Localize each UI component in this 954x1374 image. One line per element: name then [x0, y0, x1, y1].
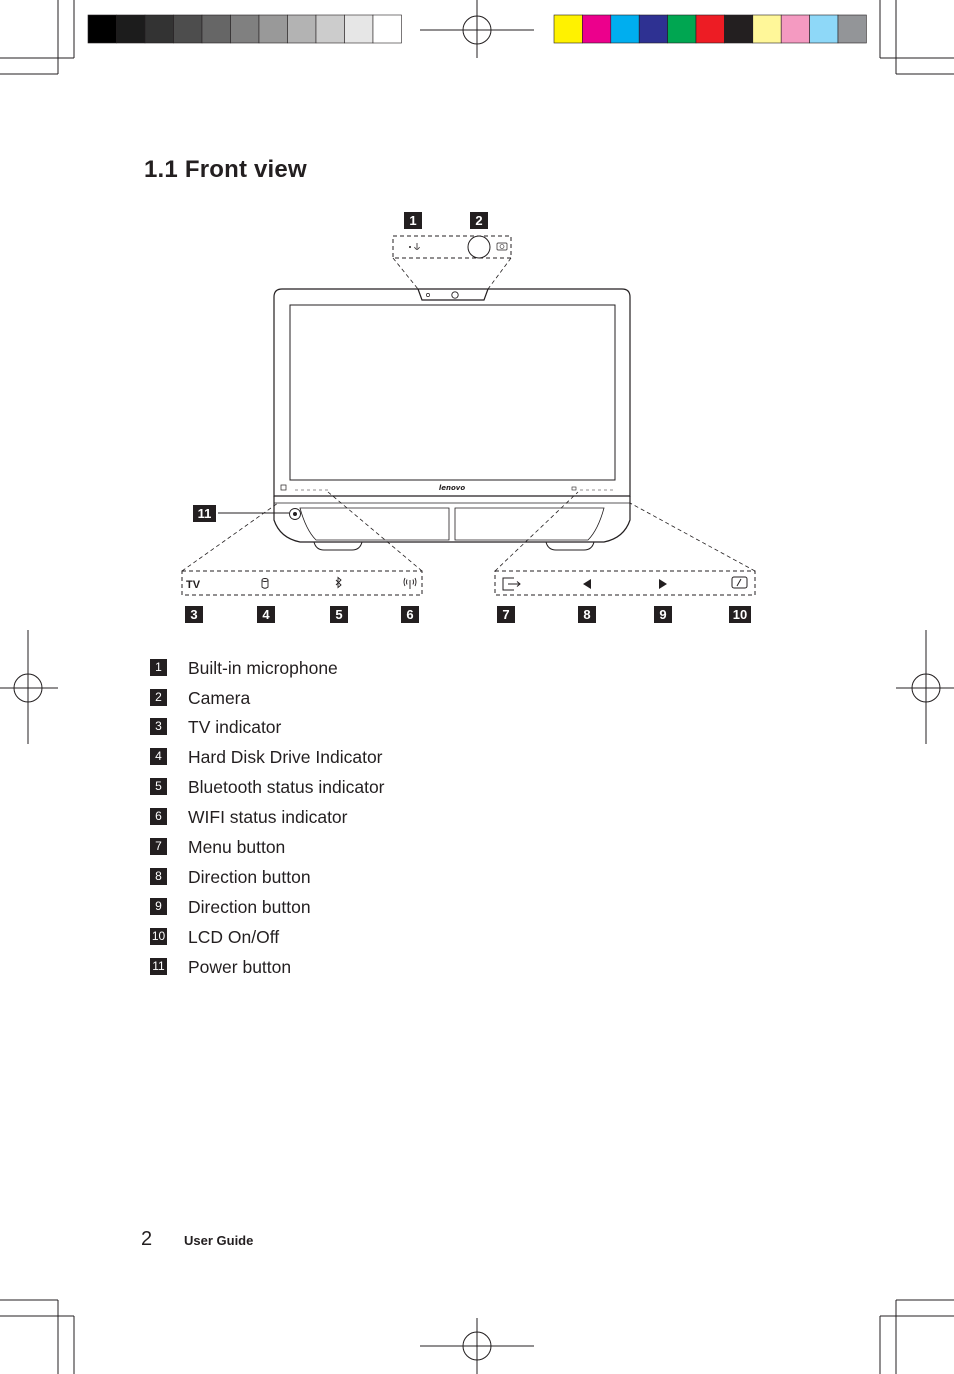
legend-label: Power button	[188, 957, 292, 977]
callout-11: 11	[193, 505, 216, 522]
lcd-toggle-button-icon	[732, 577, 747, 588]
legend-number: 5	[150, 778, 167, 795]
callout-4: 4	[257, 606, 275, 623]
legend-label: Bluetooth status indicator	[188, 777, 385, 797]
legend-label: Built-in microphone	[188, 658, 338, 678]
front-view-diagram	[0, 0, 954, 640]
legend-number: 6	[150, 808, 167, 825]
legend-number: 8	[150, 868, 167, 885]
legend-number: 11	[150, 958, 167, 975]
page-number: 2	[141, 1228, 153, 1250]
callout-8: 8	[578, 606, 596, 623]
right-foot	[546, 542, 594, 550]
legend-label: TV indicator	[188, 717, 282, 737]
callout-2: 2	[470, 212, 488, 229]
legend-number: 3	[150, 718, 167, 735]
legend-label: Menu button	[188, 837, 286, 857]
right-arrow-button-icon	[659, 579, 667, 589]
camera-housing	[418, 289, 488, 300]
callout-6: 6	[401, 606, 419, 623]
legend-number: 1	[150, 659, 167, 676]
legend-label: Direction button	[188, 867, 311, 887]
legend-number: 10	[151, 929, 166, 943]
left-foot	[314, 542, 362, 550]
legend-label: Direction button	[188, 897, 311, 917]
legend-number: 7	[150, 838, 167, 855]
legend-number: 2	[150, 689, 167, 706]
callout-3: 3	[185, 606, 203, 623]
bluetooth-indicator-icon	[336, 578, 341, 588]
monitor-screen	[290, 305, 615, 480]
callout-9: 9	[654, 606, 672, 623]
wifi-indicator-icon	[404, 578, 416, 589]
buttons-zoom-box	[495, 571, 755, 595]
lenovo-logo: lenovo	[438, 484, 466, 492]
camera-zoom-icon	[497, 243, 507, 250]
callout-1: 1	[404, 212, 422, 229]
legend-label: WIFI status indicator	[188, 807, 348, 827]
section-title: 1.1 Front view	[144, 156, 307, 183]
callout-5: 5	[330, 606, 348, 623]
camera-zoom-lens	[468, 236, 490, 258]
left-arrow-button-icon	[583, 579, 591, 589]
legend-label: LCD On/Off	[188, 927, 280, 947]
microphone-icon	[415, 243, 420, 250]
indicator-zoom-box	[182, 571, 422, 595]
camera-lens	[452, 292, 458, 298]
legend-number: 9	[150, 898, 167, 915]
monitor-bezel	[274, 289, 630, 496]
menu-button-icon	[503, 578, 520, 590]
callout-10: 10	[729, 606, 751, 623]
footer-label: User Guide	[184, 1233, 254, 1248]
legend-label: Hard Disk Drive Indicator	[188, 747, 383, 767]
hdd-indicator-icon	[262, 579, 268, 589]
callout-7: 7	[497, 606, 515, 623]
legend-label: Camera	[188, 688, 251, 708]
tv-indicator-label: TV	[186, 579, 201, 591]
legend-number: 4	[150, 748, 167, 765]
